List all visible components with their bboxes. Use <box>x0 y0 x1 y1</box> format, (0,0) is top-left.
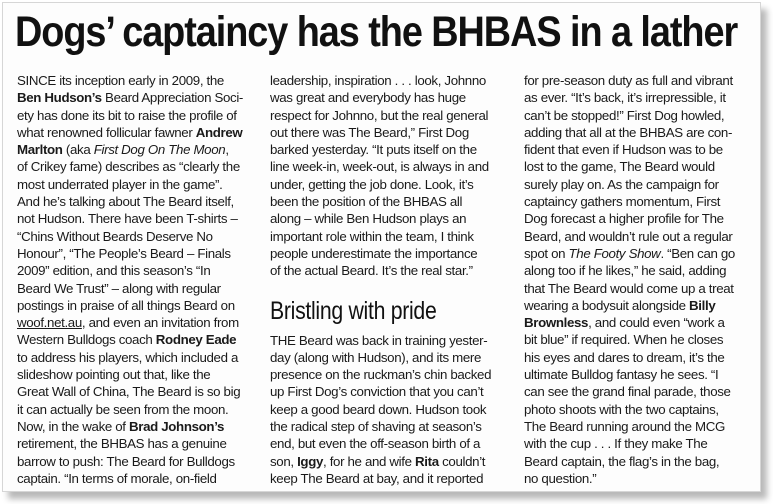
text-run: end, but even the off-season birth of a <box>270 436 481 452</box>
text-line <box>524 107 759 124</box>
text-run: , and even an invitation from <box>81 315 239 331</box>
text-run: the radical step of shaving at season’s <box>270 419 482 435</box>
text-run: Beard captain, the flag’s in the bag, <box>524 453 720 469</box>
text-line <box>270 89 515 106</box>
text-line <box>270 332 515 349</box>
text-run: (aka <box>62 142 94 158</box>
text-run: Great Wall of China, The Beard is so big <box>17 384 241 400</box>
text-run: Dog forecast a higher profile for The <box>524 211 724 227</box>
text-line <box>524 453 759 470</box>
subhead: Bristling with pride <box>270 296 437 325</box>
text-run: barrow to push: The Beard for Bulldogs <box>17 453 235 469</box>
text-run: can see the grand final parade, those <box>524 384 731 400</box>
text-run: THE Beard was back in training yester- <box>270 332 488 348</box>
text-run: of Crikey fame) describes as “clearly the <box>17 159 240 175</box>
text-line <box>270 124 515 141</box>
text-line <box>524 158 759 175</box>
text-run: , and could even “work a <box>588 315 725 331</box>
text-line <box>270 470 515 487</box>
column-2-top-text <box>270 72 515 280</box>
text-run: son, <box>270 453 298 469</box>
text-run: retirement, the BHBAS has a genuine <box>17 436 227 452</box>
title-italic: First Dog On The Moon <box>93 142 226 158</box>
article-column-3 <box>524 72 759 487</box>
text-line <box>270 453 515 470</box>
text-run: ety has done its bit to raise the profile of <box>17 107 237 123</box>
text-run: Honour”, “The People’s Beard – Finals <box>17 245 231 261</box>
text-run: can’t be stopped!” First Dog howled, <box>524 107 725 123</box>
text-run: fident that even if Hudson was to be <box>524 142 723 158</box>
text-line <box>17 228 262 245</box>
text-run: presence on the ruckman’s chin backed <box>270 367 492 383</box>
text-line <box>270 210 515 227</box>
text-line <box>270 176 515 193</box>
text-run: up First Dog’s conviction that you can’t <box>270 384 484 400</box>
text-run: no question.” <box>524 470 597 486</box>
text-line <box>270 383 515 400</box>
text-line <box>17 193 262 210</box>
name-bold: Billy <box>689 297 716 313</box>
text-run: SINCE its inception early in 2009, the <box>17 73 224 88</box>
text-run: was great and everybody has huge <box>270 90 466 106</box>
text-run: for pre-season duty as full and vibrant <box>524 73 733 88</box>
text-line <box>17 176 262 193</box>
text-run: barked yesterday. “It puts itself on the <box>270 142 477 158</box>
name-bold: Marlton <box>17 142 63 158</box>
text-run: 2009” edition, and this season’s “In <box>17 263 211 279</box>
text-run: ultimate Bulldog fantasy he sees. “I <box>524 367 719 383</box>
text-run: , for he and wife <box>323 453 416 469</box>
text-run: surely play on. As the campaign for <box>524 176 719 192</box>
name-bold: Brad Johnson’s <box>129 418 225 434</box>
text-line <box>270 401 515 418</box>
text-line <box>524 124 759 141</box>
text-line <box>270 262 515 279</box>
text-line <box>524 314 759 331</box>
text-line <box>17 210 262 227</box>
text-run: Now, in the wake of <box>17 418 129 434</box>
text-line <box>17 245 262 262</box>
text-line <box>17 72 262 89</box>
text-run: The Beard running around the MCG <box>524 418 725 434</box>
text-run: out there was The Beard,” First Dog <box>270 124 469 140</box>
text-line <box>270 193 515 210</box>
text-line <box>17 89 262 106</box>
text-line <box>17 124 262 141</box>
text-run: of the actual Beard. It’s the real star.” <box>270 263 473 279</box>
text-run: people underestimate the importance <box>270 245 478 261</box>
text-line <box>270 158 515 175</box>
text-run: most underrated player in the game”. <box>17 176 223 192</box>
text-run: respect for Johnno, but the real general <box>270 107 489 123</box>
article-column-2 <box>270 72 515 487</box>
text-line <box>17 331 262 348</box>
text-run: with the cup . . . If they make The <box>524 436 708 452</box>
text-line <box>270 72 515 89</box>
text-line <box>270 435 515 452</box>
text-line <box>17 314 262 331</box>
text-run: photo shoots with the two captains, <box>524 401 719 417</box>
text-run: important role within the team, I think <box>270 228 474 244</box>
text-line <box>524 401 759 418</box>
text-line <box>17 383 262 400</box>
text-line <box>524 89 759 106</box>
text-line <box>17 297 262 314</box>
text-run: Beard We Trust” – along with regular <box>17 280 221 296</box>
title-italic: The Footy Show <box>568 245 661 261</box>
text-line <box>524 331 759 348</box>
text-line <box>17 366 262 383</box>
text-run: line week-in, week-out, is always in and <box>270 159 489 175</box>
text-line <box>17 435 262 452</box>
headline: Dogs’ captaincy has the BHBAS in a lather <box>15 8 738 56</box>
text-run: captaincy gathers momentum, First <box>524 194 721 210</box>
text-run: under, getting the job done. Look, it’s <box>270 176 474 192</box>
text-run: adding that all at the BHBAS are con- <box>524 124 733 140</box>
text-run: along – while Ben Hudson plays an <box>270 211 467 227</box>
text-run: his eyes and dares to dream, it’s the <box>524 349 725 365</box>
text-run: it can actually be seen from the moon. <box>17 401 229 417</box>
article-column-1 <box>17 72 262 487</box>
text-line <box>524 383 759 400</box>
text-line <box>524 280 759 297</box>
text-run: along too if he likes,” he said, adding <box>524 263 727 279</box>
text-line <box>524 366 759 383</box>
name-bold: Rodney Eade <box>155 332 237 348</box>
text-line <box>270 107 515 124</box>
text-line <box>524 245 759 262</box>
text-run: as ever. “It’s back, it’s irrepressible, it <box>524 90 726 106</box>
text-line <box>524 228 759 245</box>
text-line <box>17 401 262 418</box>
text-run: what renowned follicular fawner <box>17 124 196 140</box>
text-run: Beard Appreciation Soci- <box>101 90 243 106</box>
name-bold: Brownless <box>524 315 589 331</box>
text-run: postings in praise of all things Beard on <box>17 297 235 313</box>
text-run: . “Ben can go <box>660 245 735 261</box>
text-line <box>17 453 262 470</box>
name-bold: Rita <box>415 453 439 469</box>
text-run: “Chins Without Beards Deserve No <box>17 228 213 244</box>
name-bold: Andrew <box>195 124 243 140</box>
text-run: keep The Beard at bay, and it reported <box>270 470 484 486</box>
text-run: bit blue” if required. When he closes <box>524 332 724 348</box>
text-line <box>17 107 262 124</box>
text-run: Beard, and wouldn’t rule out a regular <box>524 228 733 244</box>
text-line <box>17 418 262 435</box>
text-line <box>270 366 515 383</box>
text-line <box>524 210 759 227</box>
text-line <box>524 418 759 435</box>
newspaper-clipping <box>2 2 761 492</box>
name-bold: Ben Hudson’s <box>17 90 102 106</box>
text-line <box>270 245 515 262</box>
text-line <box>524 349 759 366</box>
link-text[interactable]: woof.net.au <box>17 315 82 331</box>
text-line <box>17 141 262 158</box>
text-line <box>17 158 262 175</box>
text-line <box>17 470 262 487</box>
text-line <box>270 418 515 435</box>
text-run: been the position of the BHBAS all <box>270 194 463 210</box>
text-line <box>524 141 759 158</box>
column-2-bottom-text <box>270 332 515 488</box>
text-line <box>524 470 759 487</box>
text-line <box>524 435 759 452</box>
text-run: leadership, inspiration . . . look, Johnno <box>270 73 486 88</box>
text-line <box>524 72 759 89</box>
text-run: wearing a bodysuit alongside <box>524 297 690 313</box>
text-run: keep a good beard down. Hudson took <box>270 401 487 417</box>
text-line <box>524 297 759 314</box>
text-line <box>524 193 759 210</box>
text-run: slideshow pointing out that, like the <box>17 367 211 383</box>
text-line <box>17 280 262 297</box>
text-run: And he’s talking about The Beard itself, <box>17 194 234 210</box>
text-line <box>270 349 515 366</box>
text-run: Western Bulldogs coach <box>17 332 156 348</box>
text-line <box>17 349 262 366</box>
text-line <box>524 176 759 193</box>
text-line <box>270 228 515 245</box>
text-run: spot on <box>524 245 569 261</box>
text-line <box>17 262 262 279</box>
text-line <box>270 141 515 158</box>
text-run: that The Beard would come up a treat <box>524 280 734 296</box>
text-line <box>524 262 759 279</box>
text-run: , <box>225 142 229 158</box>
text-run: not Hudson. There have been T-shirts – <box>17 211 238 227</box>
text-run: couldn’t <box>438 453 486 469</box>
text-run: day (along with Hudson), and its mere <box>270 349 481 365</box>
text-run: lost to the game, The Beard would <box>524 159 715 175</box>
text-run: captain. “In terms of morale, on-field <box>17 470 217 486</box>
text-run: to address his players, which included a <box>17 349 239 365</box>
name-bold: Iggy <box>297 453 324 469</box>
